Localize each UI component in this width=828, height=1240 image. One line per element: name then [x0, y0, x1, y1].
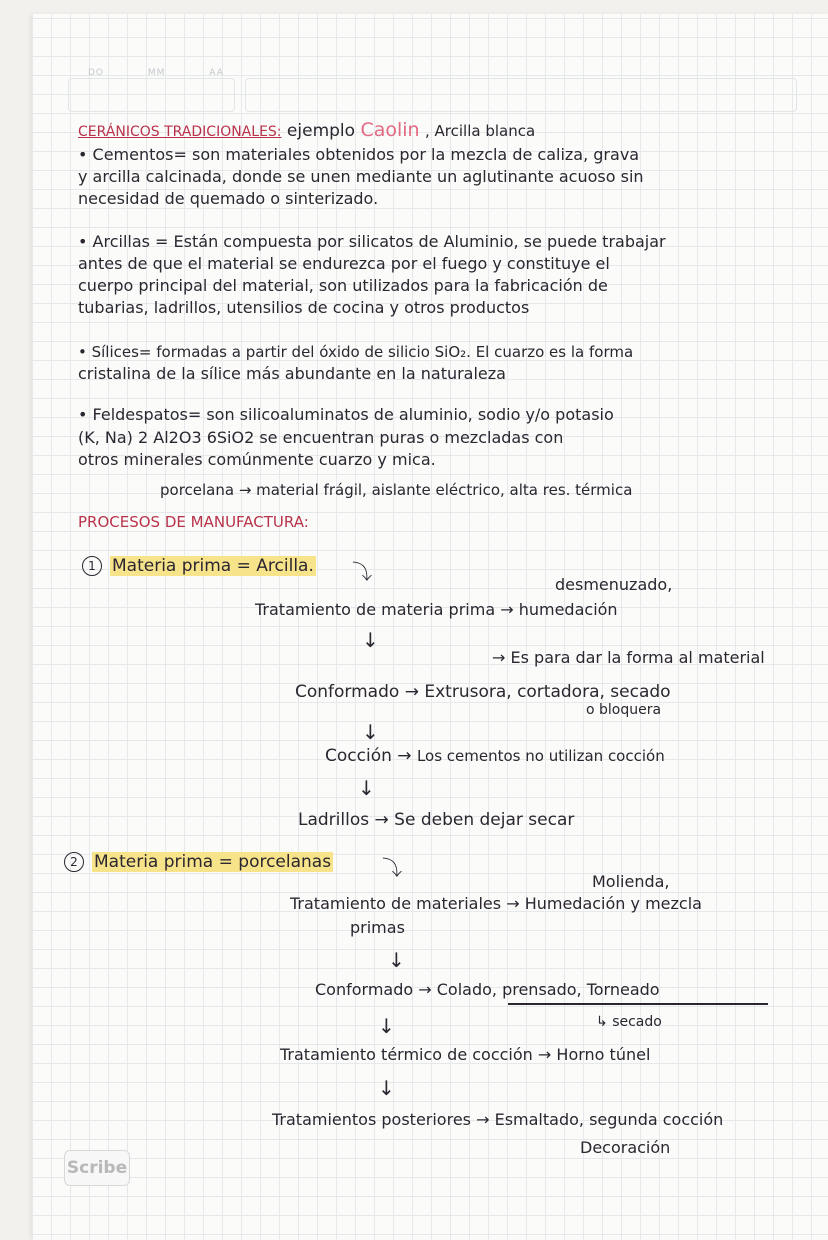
feldespatos-line-2: (K, Na) 2 Al2O3 6SiO2 se encuentran puras o mezcladas con [78, 428, 564, 447]
intro-line [78, 120, 535, 142]
process1-tratamiento-text: Tratamiento de materia prima [255, 600, 496, 619]
process2-posteriores-text: Tratamientos posteriores [272, 1110, 471, 1129]
process1-tratamiento-note: desmenuzado, [555, 575, 673, 594]
feldespatos-line-1: • Feldespatos= son silicoaluminatos de aluminio, sodio y/o potasio [78, 405, 614, 424]
process2-conformado [315, 980, 660, 1000]
right-arrow-icon: → [476, 1110, 490, 1129]
process2-tratamiento-line2: primas [350, 918, 405, 937]
process1-ladrillos [298, 810, 574, 830]
down-arrow-icon: ↓ [362, 720, 379, 744]
process1-tratamiento [255, 600, 618, 620]
process1-materia-text: Materia prima = Arcilla. [112, 556, 314, 576]
process2-posteriores [272, 1110, 723, 1130]
process2-termico-text: Tratamiento térmico de cocción [280, 1045, 533, 1064]
process1-tratamiento-result: humedación [518, 600, 618, 619]
scribe-watermark: Scribe [64, 1150, 130, 1186]
process2-termico [280, 1045, 650, 1065]
process2-conformado-result: Colado, prensado, Torneado [436, 980, 660, 999]
process2-termico-result: Horno túnel [556, 1045, 651, 1064]
right-arrow-icon: → [374, 810, 389, 830]
process2-posteriores-sub: Decoración [580, 1138, 671, 1157]
cementos-line-3: necesidad de quemado o sinterizado. [78, 189, 379, 208]
process2-conformado-sub [596, 1012, 662, 1032]
process1-conformado-note [492, 648, 765, 668]
day-label: DO [88, 68, 105, 78]
process1-coccion-text: Cocción [325, 746, 392, 766]
arcilla-blanca-text: , Arcilla blanca [425, 122, 536, 140]
process2-number: 2 [64, 852, 84, 872]
right-arrow-icon: → [418, 980, 432, 999]
process2-posteriores-result: Esmaltado, segunda cocción [494, 1110, 724, 1129]
process2-tratamiento-note: Molienda, [592, 872, 670, 891]
right-arrow-icon: → [500, 600, 514, 619]
process1-conformado-text: Conformado [295, 682, 400, 702]
process1-conformado [295, 682, 671, 702]
arcillas-line-4: tubarias, ladrillos, utensilios de cocina y otros productos [78, 298, 530, 317]
month-label: MM [147, 68, 166, 78]
date-header-labels [88, 68, 264, 78]
down-arrow-icon: ↓ [378, 1014, 395, 1038]
down-arrow-icon: ↓ [378, 1076, 395, 1100]
arcillas-line-2: antes de que el material se endurezca por el fuego y constituye el [78, 254, 610, 273]
process1-ladrillos-text: Ladrillos [298, 810, 370, 830]
porcelana-line: porcelana → material frágil, aislante eléctrico, alta res. térmica [160, 481, 633, 499]
section-heading: CERÁNICOS TRADICIONALES: [78, 124, 282, 140]
process1-coccion [325, 746, 665, 766]
silices-line-2: cristalina de la sílice más abundante en la naturaleza [78, 364, 506, 383]
feldespatos-line-3: otros minerales comúnmente cuarzo y mica. [78, 450, 436, 469]
title-box [245, 78, 797, 112]
caolin-text: Caolin [360, 119, 420, 141]
process2-conformado-text: Conformado [315, 980, 414, 999]
cementos-line-1: • Cementos= son materiales obtenidos por la mezcla de caliza, grava [78, 145, 640, 164]
right-arrow-icon: → [537, 1045, 552, 1064]
procesos-title: PROCESOS DE MANUFACTURA: [78, 513, 309, 531]
process1-ladrillos-result: Se deben dejar secar [394, 810, 575, 830]
process2-conformado-sub-text: secado [612, 1014, 662, 1030]
down-arrow-icon: ↓ [388, 948, 405, 972]
process1-coccion-result: Los cementos no utilizan cocción [416, 747, 665, 765]
process2-materia [64, 852, 333, 872]
arcillas-line-3: cuerpo principal del material, son utilizados para la fabricación de [78, 276, 608, 295]
right-arrow-icon: → [397, 746, 412, 766]
silices-line-1: • Sílices= formadas a partir del óxido de silicio SiO₂. El cuarzo es la forma [78, 343, 634, 361]
sub-arrow-icon: ↳ [596, 1014, 608, 1030]
process1-materia [82, 556, 316, 576]
right-arrow-icon: → [506, 894, 520, 913]
corner-arrow-icon: ⤵ [382, 856, 402, 880]
process2-tratamiento-result: Humedación y mezcla [524, 894, 702, 913]
process1-conformado-result: Extrusora, cortadora, secado [424, 682, 671, 702]
ejemplo-text: ejemplo [286, 121, 356, 141]
cementos-line-2: y arcilla calcinada, donde se unen mediante un aglutinante acuoso sin [78, 167, 644, 186]
process1-conformado-note-text: Es para dar la forma al material [510, 648, 765, 667]
process2-tratamiento [290, 894, 702, 914]
right-arrow-icon: → [404, 682, 419, 702]
process2-materia-text: Materia prima = porcelanas [94, 852, 332, 872]
process2-tratamiento-text: Tratamiento de materiales [290, 894, 502, 913]
right-arrow-icon: → [492, 648, 506, 667]
underline-divider [508, 1003, 768, 1005]
arcillas-line-1: • Arcillas = Están compuesta por silicatos de Aluminio, se puede trabajar [78, 232, 666, 251]
date-box [68, 78, 235, 112]
down-arrow-icon: ↓ [358, 776, 375, 800]
corner-arrow-icon: ⤵ [352, 560, 372, 584]
down-arrow-icon: ↓ [362, 628, 379, 652]
process1-conformado-sub: o bloquera [586, 702, 662, 718]
process1-number: 1 [82, 556, 102, 576]
year-label: AA [209, 68, 224, 78]
